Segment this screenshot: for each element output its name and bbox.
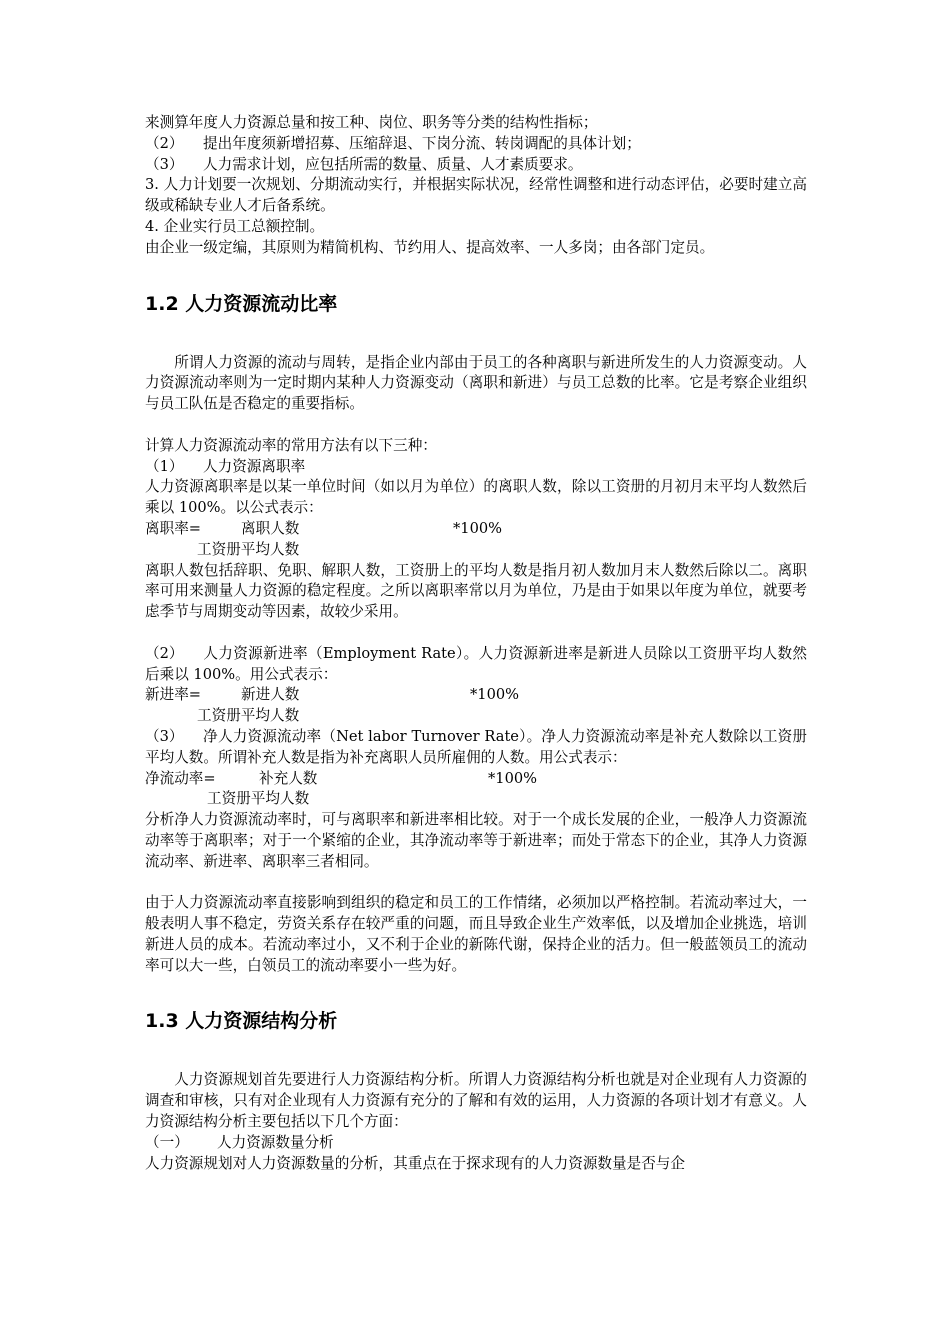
formula-multiplier: *100% bbox=[488, 769, 538, 787]
list-number: （3） bbox=[145, 155, 184, 173]
list-number: （1） bbox=[145, 457, 184, 475]
heading-1-3: 1.3 人力资源结构分析 bbox=[145, 1010, 338, 1033]
paragraph-quantity-analysis: 人力资源规划对人力资源数量的分析，其重点在于探求现有的人力资源数量是否与企 bbox=[145, 1154, 685, 1172]
list-item-quantity-analysis bbox=[145, 1133, 807, 1154]
heading-1-2: 1.2 人力资源流动比率 bbox=[145, 292, 338, 315]
formula-separation-rate bbox=[145, 519, 807, 540]
formula-multiplier: *100% bbox=[470, 686, 520, 704]
paragraph-separation-note: 离职人数包括辞职、免职、解职人数，工资册上的平均人数是指月初人数加月末人数然后除以二。离职率可用来测量人力资源的稳定程度。之所以离职率常以月为单位，乃是由于如果以年度为单位，就要考虑季节与周期变动等因素，故较少采用。 bbox=[145, 561, 807, 621]
formula-denominator: 工资册平均人数 bbox=[197, 707, 300, 725]
formula-denominator: 工资册平均人数 bbox=[197, 540, 300, 558]
formula-multiplier: *100% bbox=[453, 519, 503, 537]
paragraph-separation-rate-desc: 人力资源离职率是以某一单位时间（如以月为单位）的离职人数，除以工资册的月初月末平均人数然后乘以 100%。以公式表示： bbox=[145, 478, 807, 517]
spacer bbox=[145, 415, 807, 436]
formula-numerator: 补充人数 bbox=[259, 769, 318, 787]
list-number: （一） bbox=[145, 1133, 189, 1151]
paragraph-structure-intro: 人力资源规划首先要进行人力资源结构分析。所谓人力资源结构分析也就是对企业现有人力资源的调查和审核，只有对企业现有人力资源有充分的了解和有效的运用，人力资源的各项计划才有意义。人力资源结构分析主要包括以下几个方面： bbox=[145, 1071, 807, 1131]
list-item-separation-rate bbox=[145, 457, 807, 478]
formula-denominator-row bbox=[145, 540, 807, 561]
formula-employment-rate bbox=[145, 685, 807, 706]
paragraph-plan-point-3: 3. 人力计划要一次规划、分期流动实行，并根据实际状况，经常性调整和进行动态评估，必要时建立高级或稀缺专业人才后备系统。 bbox=[145, 176, 807, 215]
formula-net-turnover bbox=[145, 769, 807, 790]
paragraph-staffing: 由企业一级定编，其原则为精简机构、节约用人、提高效率、一人多岗；由各部门定员。 bbox=[145, 238, 715, 256]
paragraph-turnover-intro: 所谓人力资源的流动与周转，是指企业内部由于员工的各种离职与新进所发生的人力资源变动。人力资源流动率则为一定时期内某种人力资源变动（离职和新进）与员工总数的比率。它是考察企业组织与员工队伍是否稳定的重要指标。 bbox=[145, 353, 807, 413]
list-number: （2） bbox=[145, 644, 184, 662]
list-title: 人力资源离职率 bbox=[203, 457, 306, 475]
paragraph-plan-point-4: 4. 企业实行员工总额控制。 bbox=[145, 217, 325, 235]
list-number: （2） bbox=[145, 134, 184, 152]
list-text: 提出年度须新增招募、压缩辞退、下岗分流、转岗调配的具体计划； bbox=[203, 134, 641, 152]
list-title: 人力资源数量分析 bbox=[217, 1133, 334, 1151]
formula-denominator: 工资册平均人数 bbox=[207, 790, 310, 808]
list-item-net-turnover bbox=[145, 727, 807, 769]
list-text: 净人力资源流动率（Net labor Turnover Rate）。净人力资源流动率是补充人数除以工资册平均人数。所谓补充人数是指为补充离职人员所雇佣的人数。用公式表示： bbox=[145, 727, 807, 766]
paragraph-control: 由于人力资源流动率直接影响到组织的稳定和员工的工作情绪，必须加以严格控制。若流动率过大，一般表明人事不稳定，劳资关系存在较严重的问题，而且导致企业生产效率低，以及增加企业挑选，培训新进人员的成本。若流动率过小，又不利于企业的新陈代谢，保持企业的活力。但一般蓝领员工的流动率可以大一些，白领员工的流动率要小一些为好。 bbox=[145, 894, 807, 974]
document-body bbox=[145, 113, 807, 1174]
paragraph-structure-indicators: 来测算年度人力资源总量和按工种、岗位、职务等分类的结构性指标； bbox=[145, 114, 598, 131]
formula-numerator: 离职人数 bbox=[241, 519, 300, 537]
list-item-2 bbox=[145, 134, 807, 155]
paragraph-methods: 计算人力资源流动率的常用方法有以下三种： bbox=[145, 436, 437, 454]
formula-label: 净流动率= bbox=[145, 769, 216, 787]
formula-label: 离职率= bbox=[145, 519, 202, 537]
spacer bbox=[145, 623, 807, 644]
list-item-employment-rate bbox=[145, 644, 807, 686]
formula-numerator: 新进人数 bbox=[241, 686, 300, 704]
formula-denominator-row bbox=[145, 789, 807, 810]
spacer bbox=[145, 873, 807, 894]
list-item-3 bbox=[145, 155, 807, 176]
list-text: 人力需求计划，应包括所需的数量、质量、人才素质要求。 bbox=[203, 155, 583, 173]
list-number: （3） bbox=[145, 727, 184, 745]
paragraph-analysis: 分析净人力资源流动率时，可与离职率和新进率相比较。对于一个成长发展的企业，一般净人力资源流动率等于离职率；对于一个紧缩的企业，其净流动率等于新进率；而处于常态下的企业，其净人力资源流动率、新进率、离职率三者相同。 bbox=[145, 811, 807, 870]
list-text: 人力资源新进率（Employment Rate）。人力资源新进率是新进人员除以工资册平均人数然后乘以 100%。用公式表示： bbox=[145, 644, 807, 683]
formula-label: 新进率= bbox=[145, 686, 202, 704]
formula-denominator-row bbox=[145, 706, 807, 727]
